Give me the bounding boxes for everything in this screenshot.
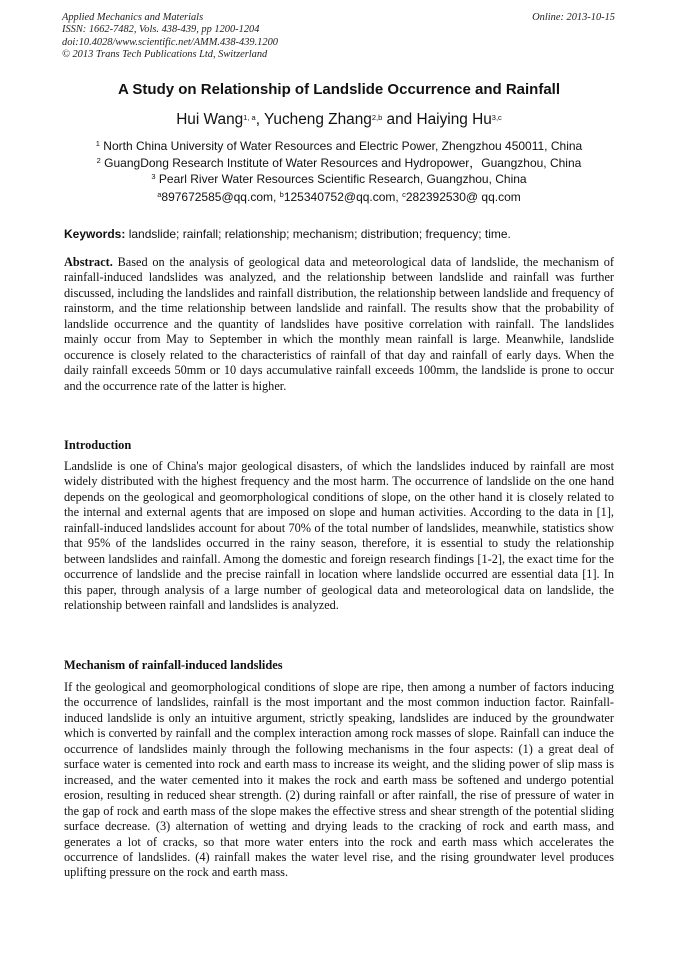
journal-name: Applied Mechanics and Materials <box>62 12 204 23</box>
email-line <box>0 190 678 204</box>
keywords-text: landslide; rainfall; relationship; mechanism; distribution; frequency; time. <box>125 227 511 241</box>
email-address: 897672585@qq.com, <box>161 190 280 204</box>
affiliation-line <box>0 171 678 188</box>
affiliation-number: 2 <box>96 155 101 165</box>
affiliations <box>0 138 678 188</box>
author-superscript: 1, a <box>243 112 256 122</box>
author-name: Hui Wang <box>176 111 244 128</box>
doi-line: doi:10.4028/www.scientific.net/AMM.438-439.1200 <box>62 36 278 48</box>
issn-line: ISSN: 1662-7482, Vols. 438-439, pp 1200-1204 <box>62 24 260 36</box>
paper-title: A Study on Relationship of Landslide Occurrence and Rainfall <box>117 81 560 98</box>
section-heading-mechanism: Mechanism of rainfall-induced landslides <box>64 658 283 672</box>
author-separator: , <box>255 111 264 128</box>
online-date: Online: 2013-10-15 <box>532 12 615 23</box>
affiliation-line <box>0 138 678 155</box>
abstract-text: Based on the analysis of geological data and meteorological data of landslide, the mechanism of rainfall-induced landslides was analyzed, and the relationship between landslide and rainfall was further discussed, including the landslides and rainfall distribution, the relationship between landslide and frequency of rainstorm, and the time relationship between landslide and rainfall. The results show that the probability of landslide occurrence and the quantity of landslides have positive correlation with rainfall. The landslides mainly occur from May to September in which the monthly mean rainfall is large. Meanwhile, landslide occurence is closely related to the characteristics of rainfall of that day and rainfall of early days. When the daily rainfall exceeds 50mm or 10 days accumulative rainfall exceeds 100mm, the landslide is prone to occur and the occurrence rate of the latter is higher. <box>64 255 614 393</box>
email-address: 282392530@ qq.com <box>405 190 521 204</box>
affiliation-line <box>0 155 678 172</box>
author-separator: and <box>382 111 417 128</box>
abstract <box>64 255 614 394</box>
affiliation-text: North China University of Water Resources and Electric Power, Zhengzhou 450011, China <box>103 139 583 153</box>
email-superscript: a <box>157 189 162 199</box>
author-name: Haiying Hu <box>416 111 492 128</box>
keywords <box>64 227 616 241</box>
author-superscript: 3,c <box>491 112 502 122</box>
affiliation-text: GuangDong Research Institute of Water Resources and Hydropower，Guangzhou, China <box>104 155 582 170</box>
copyright-line: © 2013 Trans Tech Publications Ltd, Switzerland <box>62 49 268 61</box>
section-heading-introduction: Introduction <box>64 438 132 452</box>
email-address: 125340752@qq.com, <box>283 190 403 204</box>
introduction-body: Landslide is one of China's major geological disasters, of which the landslides induced by rainfall are most widely distributed with the highest frequency and the most harm. The occurrence of landslide on the one hand depends on the geological and geomorphological conditions of slope, on the other hand it is closely related to the internal and external agents that are imposed on slope and human activities. According to the data in [1], rainfall-induced landslides account for about 70% of the total number of landslides, meanwhile, statistics show that 95% of the landslides occurred in the rainy season, therefore, it is essential to study the relationship between landslides and rainfall. Among the domestic and foreign research findings [1-2], the exact time for the occurrence of landslide and the precise rainfall in location where landslide occurred are essential data [1]. In this paper, through analysis of a large number of geological data and meteorological data on landslide, the relationship between rainfall and landslides is analyzed. <box>64 459 614 613</box>
affiliation-text: Pearl River Water Resources Scientific Research, Guangzhou, China <box>158 172 527 186</box>
email-superscript: c <box>402 189 406 199</box>
author-name: Yucheng Zhang <box>264 111 372 128</box>
journal-header <box>62 12 278 62</box>
affiliation-number: 3 <box>151 171 156 181</box>
mechanism-body: If the geological and geomorphological conditions of slope are ripe, then among a number of factors inducing the occurrence of landslides, rainfall is the most important and the most common induction factor. Rainfall-induced landslide is only an intuitive argument, strictly speaking, landslides are induced by the groundwater which is converted by rainfall and the complex interaction among rock masses of slope. Rainfall can induce the occurrence of landslides mainly through the following mechanisms in the four aspects: (1) a great deal of surface water is cemented into rock and earth mass to increase its weight, and the sliding power of slip mass is increased, and the water cemented into it makes the rock and earth mass be softened and undergo potential erosion, resulting in reduced shear strength. (2) during rainfall or after rainfall, the rise of pressure of water in the gap of rock and earth mass of the slope makes the effective stress and shear strength of the potential sliding surface decrease. (3) alternation of wetting and drying leads to the cracking of rock and earth mass, and generates a lot of cracks, so that more water enters into the rock and earth mass which accelerates the occurrence of landslides. (4) rainfall makes the water level rise, and the rising groundwater level produces uplifting pressure on the rock and earth mass. <box>64 680 614 880</box>
email-superscript: b <box>279 189 284 199</box>
author-superscript: 2,b <box>371 112 383 122</box>
author-line <box>0 111 678 129</box>
affiliation-number: 1 <box>95 138 100 148</box>
abstract-label: Abstract. <box>64 255 113 269</box>
keywords-label: Keywords: <box>64 227 126 241</box>
